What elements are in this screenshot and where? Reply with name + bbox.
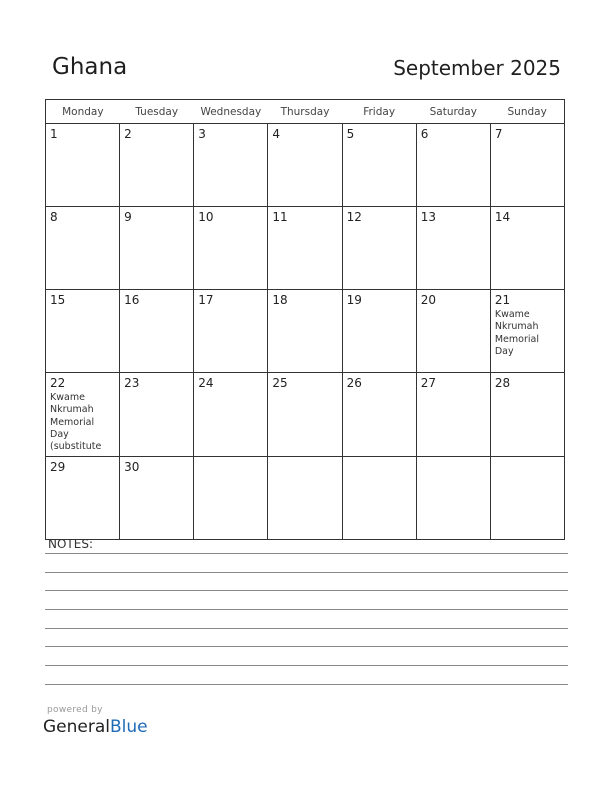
country-title: Ghana bbox=[52, 54, 128, 80]
day-cell[interactable] bbox=[194, 290, 268, 373]
weekday-header: Saturday bbox=[416, 100, 490, 124]
day-number: 5 bbox=[346, 127, 355, 141]
day-cell[interactable] bbox=[342, 373, 416, 457]
day-number: 12 bbox=[346, 210, 362, 224]
day-cell[interactable] bbox=[416, 373, 490, 457]
day-number: 16 bbox=[124, 293, 140, 307]
day-cell[interactable] bbox=[46, 373, 120, 457]
logo-text-blue: Blue bbox=[110, 717, 148, 737]
day-number: 18 bbox=[272, 293, 288, 307]
week-row bbox=[46, 457, 565, 540]
generalblue-logo[interactable] bbox=[43, 717, 148, 737]
day-number: 17 bbox=[198, 293, 214, 307]
day-cell[interactable] bbox=[490, 124, 564, 207]
weekday-header-row bbox=[46, 100, 565, 124]
day-cell[interactable] bbox=[120, 373, 194, 457]
day-number: 14 bbox=[494, 210, 511, 224]
note-line bbox=[45, 553, 568, 554]
day-cell[interactable] bbox=[416, 207, 490, 290]
day-cell[interactable] bbox=[268, 457, 342, 540]
day-cell[interactable] bbox=[416, 124, 490, 207]
day-cell[interactable] bbox=[46, 207, 120, 290]
day-number: 27 bbox=[420, 376, 436, 390]
day-cell[interactable] bbox=[268, 124, 342, 207]
day-cell[interactable] bbox=[120, 290, 194, 373]
powered-by-text: powered by bbox=[47, 705, 103, 715]
day-number: 1 bbox=[50, 127, 58, 141]
day-cell[interactable] bbox=[46, 457, 120, 540]
day-number: 29 bbox=[50, 460, 66, 474]
day-number: 10 bbox=[198, 210, 214, 224]
logo-text-general: General bbox=[43, 717, 110, 737]
day-cell[interactable] bbox=[416, 290, 490, 373]
day-cell[interactable] bbox=[490, 290, 564, 373]
day-cell[interactable] bbox=[490, 373, 564, 457]
day-number: 2 bbox=[124, 127, 132, 141]
notes-label: NOTES: bbox=[48, 537, 93, 551]
weekday-header: Friday bbox=[342, 100, 416, 124]
weekday-header: Thursday bbox=[268, 100, 342, 124]
day-cell[interactable] bbox=[268, 290, 342, 373]
day-cell[interactable] bbox=[46, 124, 120, 207]
calendar-grid bbox=[45, 99, 565, 540]
weekday-header: Tuesday bbox=[120, 100, 194, 124]
day-cell[interactable] bbox=[194, 207, 268, 290]
day-number: 23 bbox=[124, 376, 140, 390]
day-cell[interactable] bbox=[268, 207, 342, 290]
day-number: 15 bbox=[50, 293, 66, 307]
day-cell[interactable] bbox=[342, 290, 416, 373]
day-number: 13 bbox=[420, 210, 436, 224]
day-cell[interactable] bbox=[194, 124, 268, 207]
day-cell[interactable] bbox=[194, 457, 268, 540]
day-cell[interactable] bbox=[194, 373, 268, 457]
day-number: 30 bbox=[124, 460, 140, 474]
day-cell[interactable] bbox=[120, 457, 194, 540]
week-row bbox=[46, 373, 565, 457]
note-line bbox=[45, 572, 568, 573]
month-title: September 2025 bbox=[393, 56, 561, 80]
note-line bbox=[45, 628, 568, 629]
day-number: 8 bbox=[50, 210, 58, 224]
note-line bbox=[45, 665, 568, 666]
weekday-header: Sunday bbox=[490, 100, 564, 124]
day-cell[interactable] bbox=[46, 290, 120, 373]
day-number: 26 bbox=[346, 376, 362, 390]
day-number: 6 bbox=[420, 127, 429, 141]
note-line bbox=[45, 684, 568, 685]
week-row bbox=[46, 124, 565, 207]
week-row bbox=[46, 207, 565, 290]
day-number: 19 bbox=[346, 293, 362, 307]
day-number: 21 bbox=[494, 293, 511, 307]
holiday-label: Kwame Nkrumah Memorial Day bbox=[494, 309, 539, 357]
day-number: 24 bbox=[198, 376, 214, 390]
day-number: 22 bbox=[50, 376, 66, 390]
week-row bbox=[46, 290, 565, 373]
day-number: 20 bbox=[420, 293, 436, 307]
day-cell[interactable] bbox=[490, 207, 564, 290]
day-number: 3 bbox=[198, 127, 206, 141]
day-cell[interactable] bbox=[342, 457, 416, 540]
day-number: 4 bbox=[272, 127, 281, 141]
note-line bbox=[45, 590, 568, 591]
day-cell[interactable] bbox=[342, 207, 416, 290]
day-cell[interactable] bbox=[416, 457, 490, 540]
day-number: 28 bbox=[494, 376, 511, 390]
day-cell[interactable] bbox=[490, 457, 564, 540]
note-line bbox=[45, 609, 568, 610]
day-cell[interactable] bbox=[268, 373, 342, 457]
weekday-header: Wednesday bbox=[194, 100, 268, 124]
day-number: 9 bbox=[124, 210, 132, 224]
day-number: 7 bbox=[494, 127, 503, 141]
day-cell[interactable] bbox=[342, 124, 416, 207]
weekday-header: Monday bbox=[46, 100, 120, 124]
day-number: 25 bbox=[272, 376, 288, 390]
day-cell[interactable] bbox=[120, 124, 194, 207]
day-number: 11 bbox=[272, 210, 288, 224]
day-cell[interactable] bbox=[120, 207, 194, 290]
note-line bbox=[45, 646, 568, 647]
holiday-label: Kwame Nkrumah Memorial Day (substitute bbox=[50, 392, 102, 453]
